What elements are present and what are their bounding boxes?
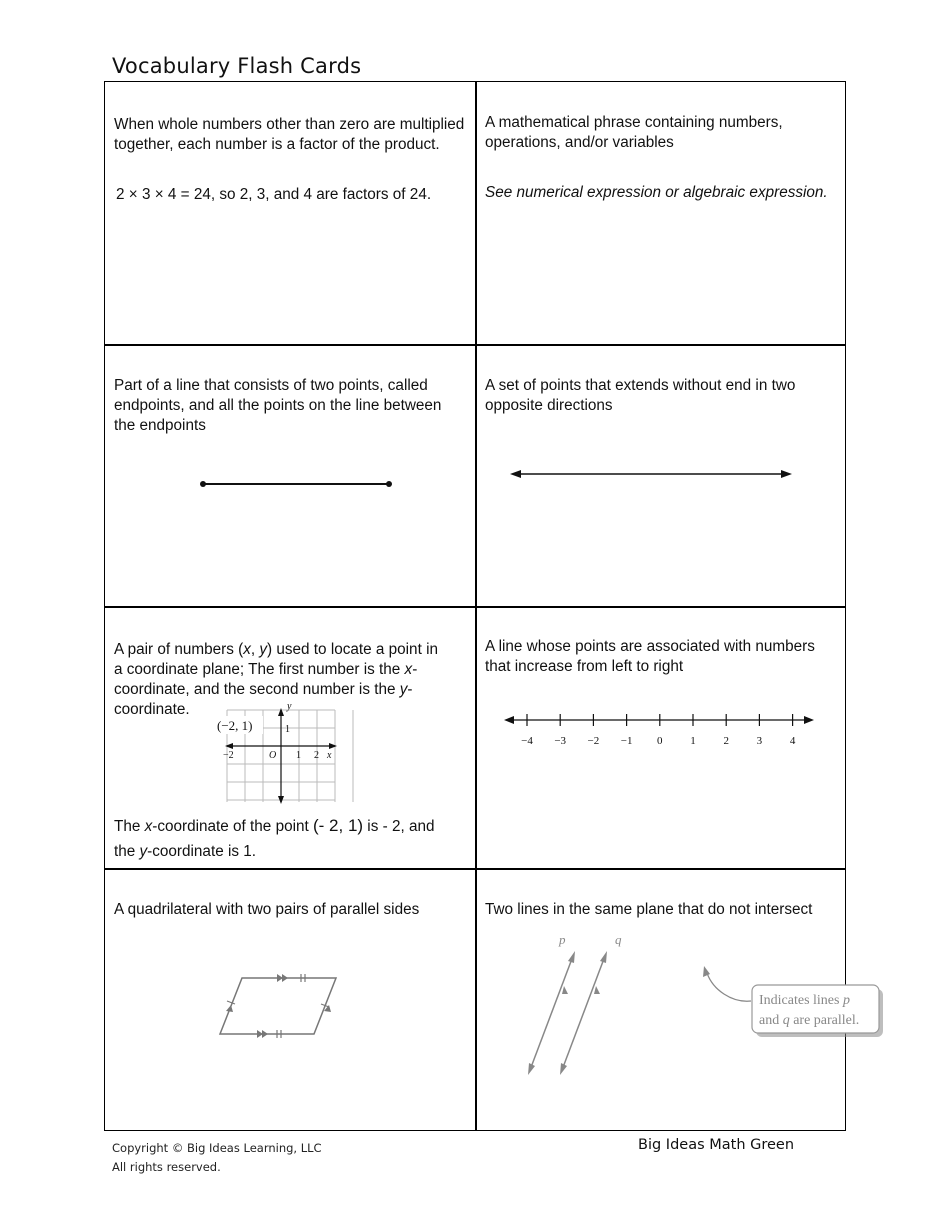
number-line-tick-label: 3 [756, 735, 763, 747]
x-tick-label: 2 [314, 750, 319, 761]
card-see-also: See numerical expression or algebraic expression. [485, 184, 828, 201]
number-line-tick-label: 4 [789, 735, 796, 747]
parallel-lines-figure [477, 870, 860, 1130]
number-line-figure [477, 608, 846, 868]
page-title: Vocabulary Flash Cards [112, 54, 362, 78]
line-p [530, 956, 573, 1070]
card-definition: A quadrilateral with two pairs of parallel sides [114, 901, 420, 918]
arrowhead-left [510, 470, 521, 478]
card-definition: Two lines in the same plane that do not intersect [485, 901, 813, 918]
card-definition: When whole numbers other than zero are multiplied together, each number is a factor of the product. [114, 116, 465, 153]
card-definition: Part of a line that consists of two points, called endpoints, and all the points on the line between the endpoints [114, 377, 442, 434]
coordinate-plane [215, 700, 345, 804]
number-line-tick-label: 1 [690, 735, 696, 747]
card-line-segment [105, 346, 475, 606]
line-q [562, 956, 605, 1070]
label-p: p [559, 932, 566, 947]
card-example: The x-coordinate of the point (- 2, 1) is - 2, and the y-coordinate is 1. [114, 816, 435, 860]
number-line-tick-label: −1 [620, 735, 633, 747]
copyright-text: Copyright © Big Ideas Learning, LLC [112, 1141, 322, 1155]
card-definition: A line whose points are associated with numbers that increase from left to right [485, 638, 815, 675]
number-line-tick-label: −2 [587, 735, 600, 747]
line-segment-figure [105, 346, 475, 606]
card-expression [477, 82, 846, 344]
callout-text-line-1: Indicates lines p [759, 993, 850, 1008]
arrowhead-right [781, 470, 792, 478]
x-tick-label: −2 [223, 750, 234, 761]
endpoint-dot [200, 481, 206, 487]
callout-text-line-2: and q are parallel. [759, 1013, 860, 1028]
point-label: (−2, 1) [217, 718, 253, 733]
number-line-tick-label: −4 [521, 735, 533, 747]
endpoint-dot [386, 481, 392, 487]
callout-pointer [707, 973, 751, 1001]
footer-brand: Big Ideas Math Green [638, 1137, 795, 1153]
y-axis-label: y [287, 701, 292, 712]
x-axis-label: x [327, 750, 332, 761]
label-q: q [615, 932, 622, 947]
flash-card-grid [104, 81, 860, 1131]
card-factor [105, 82, 475, 344]
number-line-tick-label: −3 [554, 735, 567, 747]
origin-label: O [269, 750, 277, 761]
card-line [477, 346, 846, 606]
card-parallelogram [105, 870, 475, 1130]
x-tick-label: 1 [296, 750, 301, 761]
card-ordered-pair [105, 608, 475, 868]
line-figure [477, 346, 846, 606]
card-parallel-lines [477, 870, 860, 1130]
card-number-line [477, 608, 846, 868]
y-tick-label: 1 [285, 724, 290, 735]
card-definition: A set of points that extends without end in two opposite directions [485, 377, 796, 414]
number-line-tick-label: 0 [657, 735, 663, 747]
number-line-tick-label: 2 [723, 735, 729, 747]
parallelogram-figure [105, 870, 475, 1130]
card-definition: A pair of numbers (x, y) used to locate a point in a coordinate plane; The first number is the x-coordinate, and the second number is the y-coordinate. [114, 641, 438, 718]
card-example: 2 × 3 × 4 = 24, so 2, 3, and 4 are factors of 24. [116, 186, 432, 203]
rights-text: All rights reserved. [112, 1160, 221, 1174]
footer-copyright [112, 1139, 322, 1177]
card-definition: A mathematical phrase containing numbers, operations, and/or variables [485, 114, 783, 151]
